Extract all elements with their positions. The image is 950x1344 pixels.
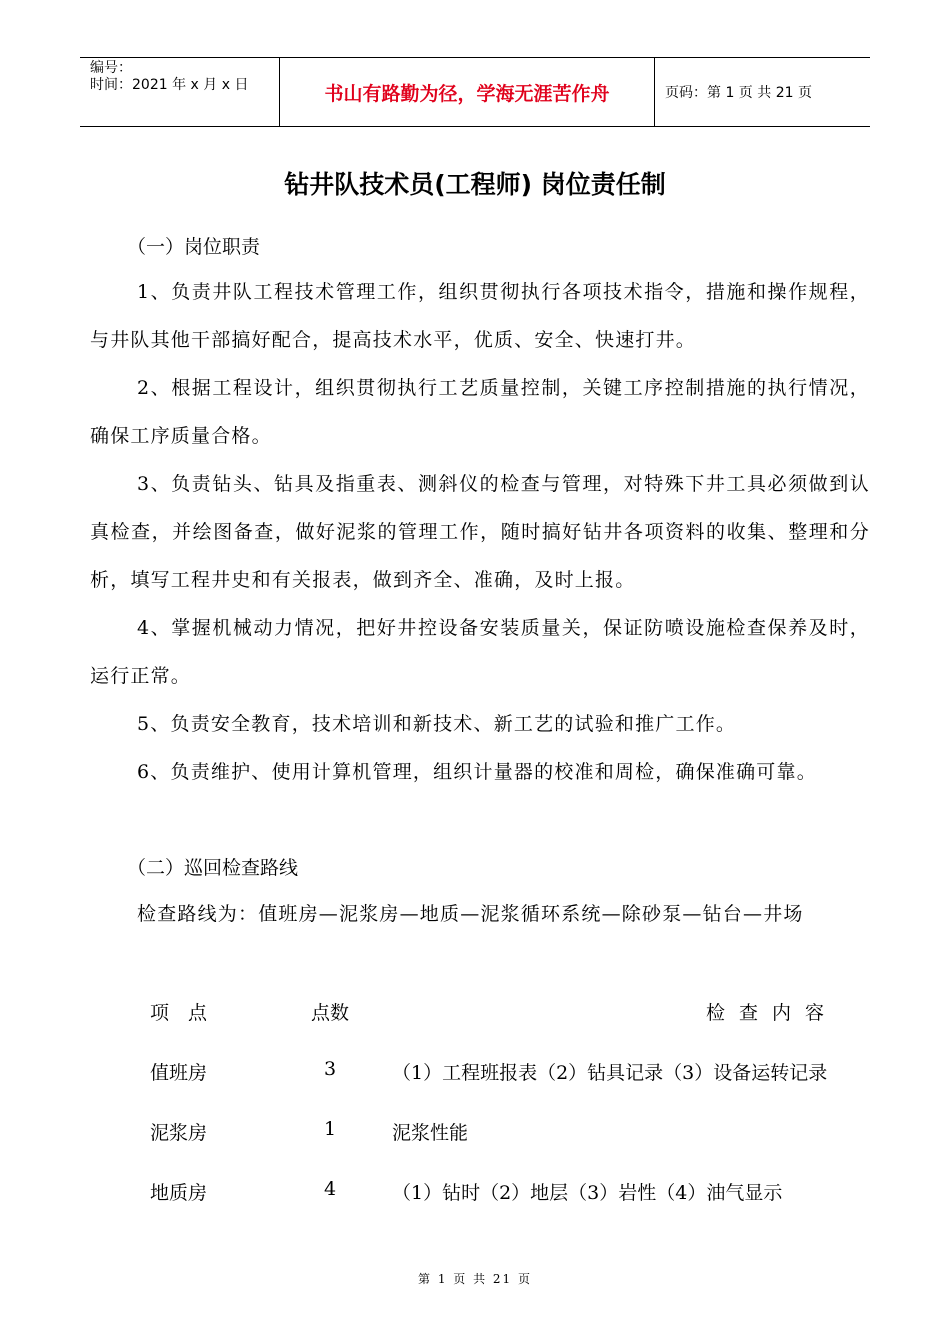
time-label: 时间：2021 年 x 月 x 日 [90,77,249,93]
table-header-content: 检查内容 [706,1002,839,1024]
table-row-content: （1）钻时（2）地层（3）岩性（4）油气显示 [392,1182,783,1204]
document-title: 钻井队技术员(工程师) 岗位责任制 [284,170,666,199]
table-row-item: 地质房 [150,1182,208,1204]
duty-item-3: 3、负责钻头、钻具及指重表、测斜仪的检查与管理，对特殊下井工具必须做到认真检查，并绘图备查，做好泥浆的管理工作，随时搞好钻井各项资料的收集、整理和分析，填写工程井史和有关报表，做到齐全、准确，及时上报。 [90,473,870,591]
table-row-item: 值班房 [150,1062,208,1084]
duty-item-4: 4、掌握机械动力情况，把好井控设备安装质量关，保证防喷设施检查保养及时，运行正常。 [90,617,870,687]
duty-item-6: 6、负责维护、使用计算机管理，组织计量器的校准和周检，确保准确可靠。 [137,761,817,783]
table-header-count: 点数 [310,1002,349,1024]
header-table [80,57,870,127]
duty-item-1: 1、负责井队工程技术管理工作，组织贯彻执行各项技术指令，措施和操作规程，与井队其他干部搞好配合，提高技术水平，优质、安全、快速打井。 [90,281,870,351]
page-footer: 第 1 页 共 21 页 [418,1272,532,1286]
table-row-count: 4 [323,1178,337,1200]
section-heading-duties: （一）岗位职责 [127,236,261,258]
table-row-count: 1 [323,1118,337,1140]
section-heading-route: （二）巡回检查路线 [127,857,299,879]
table-row-content: 泥浆性能 [392,1122,469,1144]
table-row-content: （1）工程班报表（2）钻具记录（3）设备运转记录 [392,1062,828,1084]
duty-item-5: 5、负责安全教育，技术培训和新技术、新工艺的试验和推广工作。 [137,713,737,735]
header-meta [80,58,280,126]
table-row-count: 3 [323,1058,337,1080]
table-header-item: 项 点 [150,1002,208,1024]
table-row-item: 泥浆房 [150,1122,208,1144]
route-text: 检查路线为：值班房—泥浆房—地质—泥浆循环系统—除砂泵—钻台—井场 [137,903,804,925]
header-page-code: 页码：第 1 页 共 21 页 [665,85,812,101]
header-motto: 书山有路勤为径，学海无涯苦作舟 [280,58,655,126]
number-label: 编号： [90,60,132,76]
duty-item-2: 2、根据工程设计，组织贯彻执行工艺质量控制，关键工序控制措施的执行情况，确保工序质量合格。 [90,377,870,447]
